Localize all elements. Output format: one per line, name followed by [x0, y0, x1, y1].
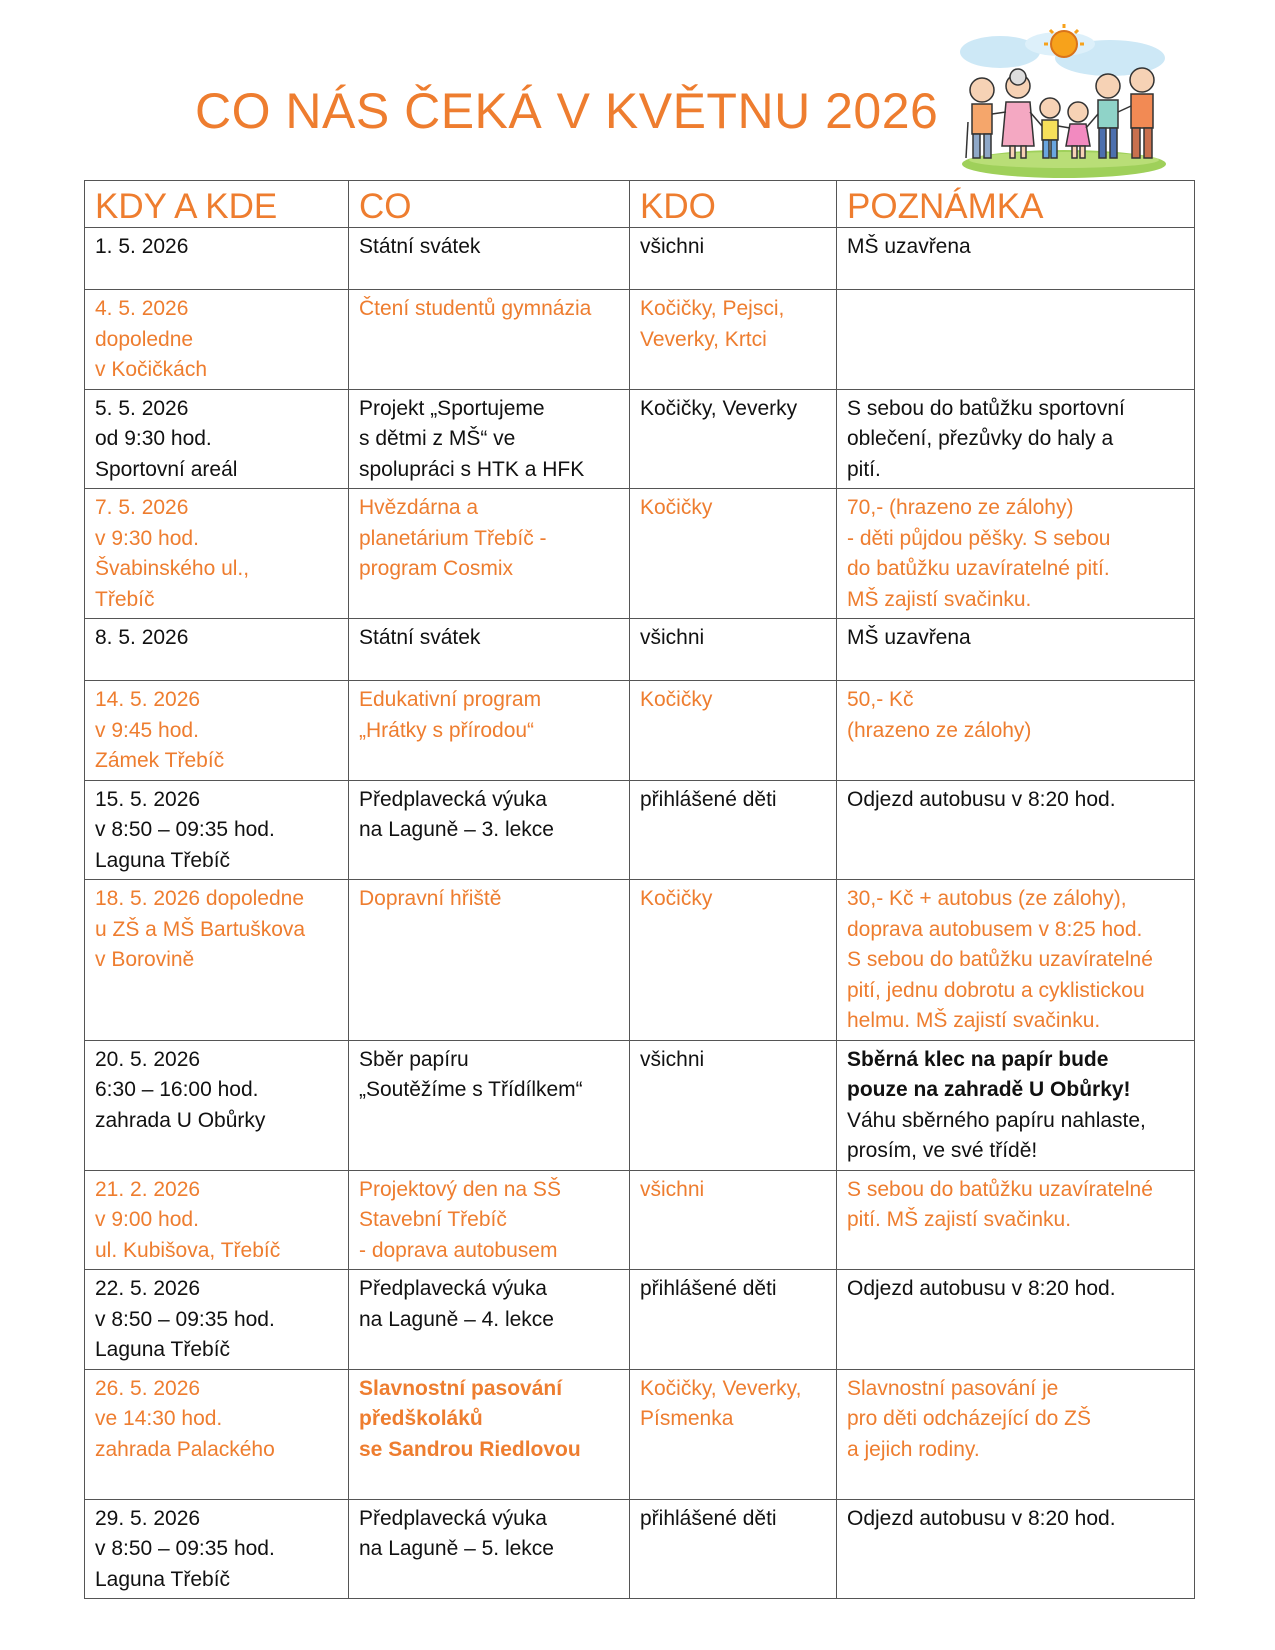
cell-line: předškoláků	[359, 1407, 483, 1430]
cell-line: Odjezd autobusu v 8:20 hod.	[847, 1506, 1116, 1530]
schedule-table	[84, 180, 1195, 1599]
cell-line: 26. 5. 2026	[95, 1376, 201, 1400]
cell-line: Státní svátek	[359, 626, 481, 649]
cell-line: v 8:50 – 09:35 hod.	[95, 818, 275, 841]
cell-line: přihlášené děti	[640, 1277, 777, 1300]
cell-line: 5. 5. 2026	[95, 396, 189, 420]
cell-kdo	[630, 389, 837, 489]
cell-poznamka	[837, 1270, 1195, 1370]
cell-kdy-a-kde	[85, 389, 349, 489]
cell-line: Odjezd autobusu v 8:20 hod.	[847, 1277, 1116, 1300]
table-row	[85, 1040, 1195, 1170]
table-row	[85, 780, 1195, 880]
cell-kdy-a-kde	[85, 1369, 349, 1499]
cell-line: 70,- (hrazeno ze zálohy)	[847, 496, 1074, 519]
cell-line: se Sandrou Riedlovou	[359, 1437, 581, 1461]
cell-line: ul. Kubišova, Třebíč	[95, 1238, 281, 1262]
cell-poznamka	[837, 290, 1195, 390]
cell-line: zahrada U Obůrky	[95, 1108, 266, 1132]
cell-line: Slavnostní pasování	[359, 1376, 563, 1400]
cell-line: 20. 5. 2026	[95, 1047, 201, 1071]
cell-line: Veverky, Krtci	[640, 327, 767, 351]
cell-kdo	[630, 681, 837, 781]
cell-kdo	[630, 780, 837, 880]
cell-line: Laguna Třebíč	[95, 1567, 231, 1591]
cell-line: pouze na zahradě U Obůrky!	[847, 1078, 1131, 1101]
cell-line: dopoledne	[95, 327, 194, 351]
cell-line: Třebíč	[95, 587, 155, 611]
table-row	[85, 228, 1195, 290]
cell-poznamka	[837, 1499, 1195, 1599]
cell-line: prosím, ve své třídě!	[847, 1139, 1038, 1162]
table-row	[85, 1170, 1195, 1270]
cell-kdy-a-kde	[85, 228, 349, 290]
cell-line: přihlášené děti	[640, 787, 777, 811]
cell-line: s dětmi z MŠ“ ve	[359, 427, 516, 450]
cell-kdy-a-kde	[85, 780, 349, 880]
cell-line: v Kočičkách	[95, 358, 208, 381]
cell-line: všichni	[640, 1177, 705, 1201]
cell-line: pro děti odcházející do ZŠ	[847, 1407, 1091, 1430]
table-row	[85, 290, 1195, 390]
cell-line: (hrazeno ze zálohy)	[847, 718, 1032, 742]
cell-kdo	[630, 489, 837, 619]
cell-line: Edukativní program	[359, 688, 542, 711]
cell-line: pití. MŠ zajistí svačinku.	[847, 1208, 1072, 1231]
cell-co	[349, 290, 630, 390]
cell-line: 1. 5. 2026	[95, 235, 189, 258]
cell-poznamka	[837, 681, 1195, 781]
cell-line: Sběrná klec na papír bude	[847, 1047, 1109, 1071]
cell-line: 50,- Kč	[847, 688, 914, 711]
cell-line: Písmenka	[640, 1407, 734, 1430]
cell-poznamka	[837, 389, 1195, 489]
cell-line: doprava autobusem v 8:25 hod.	[847, 917, 1143, 941]
cell-kdy-a-kde	[85, 1270, 349, 1370]
cell-kdo	[630, 880, 837, 1041]
cell-line: Sportovní areál	[95, 457, 238, 481]
cell-line: Projektový den na SŠ	[359, 1177, 561, 1201]
cell-line: Kočičky	[640, 496, 713, 519]
cell-line: v 9:45 hod.	[95, 718, 199, 742]
cell-line: Kočičky, Pejsci,	[640, 297, 785, 320]
cell-poznamka	[837, 880, 1195, 1041]
cell-line: 18. 5. 2026 dopoledne	[95, 887, 305, 910]
cell-line: od 9:30 hod.	[95, 427, 212, 450]
header-kdy-a-kde: KDY A KDE	[85, 181, 349, 228]
cell-line: ve 14:30 hod.	[95, 1407, 223, 1430]
cell-poznamka	[837, 1369, 1195, 1499]
cell-line: „Soutěžíme s Třídílkem“	[359, 1078, 583, 1101]
table-row	[85, 389, 1195, 489]
cell-line: MŠ uzavřena	[847, 235, 971, 258]
table-row	[85, 619, 1195, 681]
cell-line: Předplavecká výuka	[359, 1277, 547, 1300]
cell-line: u ZŠ a MŠ Bartuškova	[95, 917, 306, 941]
table-row	[85, 1369, 1195, 1499]
cell-poznamka	[837, 619, 1195, 681]
cell-line: do batůžku uzavíratelné pití.	[847, 557, 1110, 580]
cell-kdo	[630, 1170, 837, 1270]
cell-co	[349, 489, 630, 619]
cell-line: Slavnostní pasování je	[847, 1376, 1059, 1400]
cell-line: helmu. MŠ zajistí svačinku.	[847, 1009, 1101, 1032]
cell-line: na Laguně – 5. lekce	[359, 1537, 554, 1560]
cell-line: 8. 5. 2026	[95, 626, 189, 649]
cell-line: 4. 5. 2026	[95, 297, 189, 320]
cell-line: v 8:50 – 09:35 hod.	[95, 1537, 275, 1560]
cell-kdy-a-kde	[85, 1170, 349, 1270]
cell-kdy-a-kde	[85, 1040, 349, 1170]
cell-line: spolupráci s HTK a HFK	[359, 457, 585, 481]
cell-co	[349, 880, 630, 1041]
cell-line: 6:30 – 16:00 hod.	[95, 1078, 259, 1101]
cell-line: v 9:00 hod.	[95, 1208, 199, 1231]
cell-co	[349, 1270, 630, 1370]
cell-kdy-a-kde	[85, 489, 349, 619]
cell-line: Kočičky, Veverky	[640, 396, 798, 420]
cell-poznamka	[837, 489, 1195, 619]
cell-kdo	[630, 290, 837, 390]
cell-poznamka	[837, 780, 1195, 880]
cell-co	[349, 228, 630, 290]
cell-line: Čtení studentů gymnázia	[359, 297, 592, 320]
family-sun-illustration	[960, 22, 1168, 178]
cell-line: Švabinského ul.,	[95, 557, 250, 580]
cell-line: Sběr papíru	[359, 1047, 469, 1071]
cell-kdo	[630, 1040, 837, 1170]
cell-poznamka	[837, 228, 1195, 290]
cell-line: na Laguně – 4. lekce	[359, 1307, 554, 1331]
cell-kdo	[630, 1369, 837, 1499]
cell-line: Kočičky	[640, 887, 713, 910]
cell-line: v 8:50 – 09:35 hod.	[95, 1307, 275, 1331]
cell-poznamka	[837, 1170, 1195, 1270]
cell-line: „Hrátky s přírodou“	[359, 718, 535, 742]
cell-line: MŠ uzavřena	[847, 626, 971, 649]
cell-kdy-a-kde	[85, 619, 349, 681]
cell-line: přihlášené děti	[640, 1506, 777, 1530]
cell-line: všichni	[640, 235, 705, 258]
cell-co	[349, 1170, 630, 1270]
cell-line: Zámek Třebíč	[95, 749, 225, 772]
table-row	[85, 681, 1195, 781]
cell-kdy-a-kde	[85, 290, 349, 390]
table-row	[85, 1270, 1195, 1370]
cell-line: Předplavecká výuka	[359, 1506, 547, 1530]
cell-co	[349, 1369, 630, 1499]
header-co: CO	[349, 181, 630, 228]
cell-co	[349, 619, 630, 681]
cell-line: Váhu sběrného papíru nahlaste,	[847, 1108, 1146, 1132]
cell-line: a jejich rodiny.	[847, 1437, 980, 1461]
cell-line: S sebou do batůžku sportovní	[847, 396, 1125, 420]
cell-line: Kočičky, Veverky,	[640, 1376, 802, 1400]
cell-line: zahrada Palackého	[95, 1437, 275, 1461]
cell-kdo	[630, 1270, 837, 1370]
cell-line: 15. 5. 2026	[95, 787, 201, 811]
cell-line: na Laguně – 3. lekce	[359, 818, 554, 841]
cell-line: pití.	[847, 457, 881, 481]
cell-line: MŠ zajistí svačinku.	[847, 587, 1032, 611]
cell-line: Stavební Třebíč	[359, 1208, 507, 1231]
cell-co	[349, 1040, 630, 1170]
cell-line: v Borovině	[95, 948, 195, 971]
cell-line: Laguna Třebíč	[95, 1338, 231, 1361]
cell-line: Odjezd autobusu v 8:20 hod.	[847, 787, 1116, 811]
cell-line: Předplavecká výuka	[359, 787, 547, 811]
cell-kdo	[630, 619, 837, 681]
header-kdo: KDO	[630, 181, 837, 228]
cell-line: Státní svátek	[359, 235, 481, 258]
cell-line: S sebou do batůžku uzavíratelné	[847, 1177, 1153, 1201]
cell-line: Hvězdárna a	[359, 496, 479, 519]
header-poznamka: POZNÁMKA	[837, 181, 1195, 228]
cell-line: Laguna Třebíč	[95, 848, 231, 872]
cell-line: v 9:30 hod.	[95, 526, 199, 550]
cell-line: 30,- Kč + autobus (ze zálohy),	[847, 887, 1127, 910]
cell-line: - doprava autobusem	[359, 1238, 558, 1262]
cell-co	[349, 681, 630, 781]
cell-line: 21. 2. 2026	[95, 1177, 201, 1201]
cell-co	[349, 1499, 630, 1599]
cell-line: všichni	[640, 1047, 705, 1071]
cell-line: pití, jednu dobrotu a cyklistickou	[847, 978, 1145, 1002]
cell-line: - děti půjdou pěšky. S sebou	[847, 526, 1111, 550]
cell-line: oblečení, přezůvky do haly a	[847, 427, 1114, 450]
cell-co	[349, 389, 630, 489]
cell-kdo	[630, 228, 837, 290]
cell-poznamka	[837, 1040, 1195, 1170]
cell-kdy-a-kde	[85, 1499, 349, 1599]
cell-co	[349, 780, 630, 880]
cell-line: Dopravní hřiště	[359, 887, 502, 910]
cell-line: Kočičky	[640, 688, 713, 711]
table-header-row	[85, 181, 1195, 228]
cell-line: všichni	[640, 626, 705, 649]
cell-kdy-a-kde	[85, 880, 349, 1041]
page-title: CO NÁS ČEKÁ V KVĚTNU 2026	[195, 83, 939, 139]
table-row	[85, 880, 1195, 1041]
cell-line: 7. 5. 2026	[95, 496, 189, 519]
cell-line: 22. 5. 2026	[95, 1277, 201, 1300]
cell-kdy-a-kde	[85, 681, 349, 781]
cell-line: Projekt „Sportujeme	[359, 396, 545, 420]
cell-line: planetárium Třebíč -	[359, 526, 547, 550]
cell-line: program Cosmix	[359, 557, 514, 580]
cell-kdo	[630, 1499, 837, 1599]
cell-line: 14. 5. 2026	[95, 688, 201, 711]
table-row	[85, 489, 1195, 619]
cell-line: S sebou do batůžku uzavíratelné	[847, 948, 1153, 971]
cell-line: 29. 5. 2026	[95, 1506, 201, 1530]
table-row	[85, 1499, 1195, 1599]
